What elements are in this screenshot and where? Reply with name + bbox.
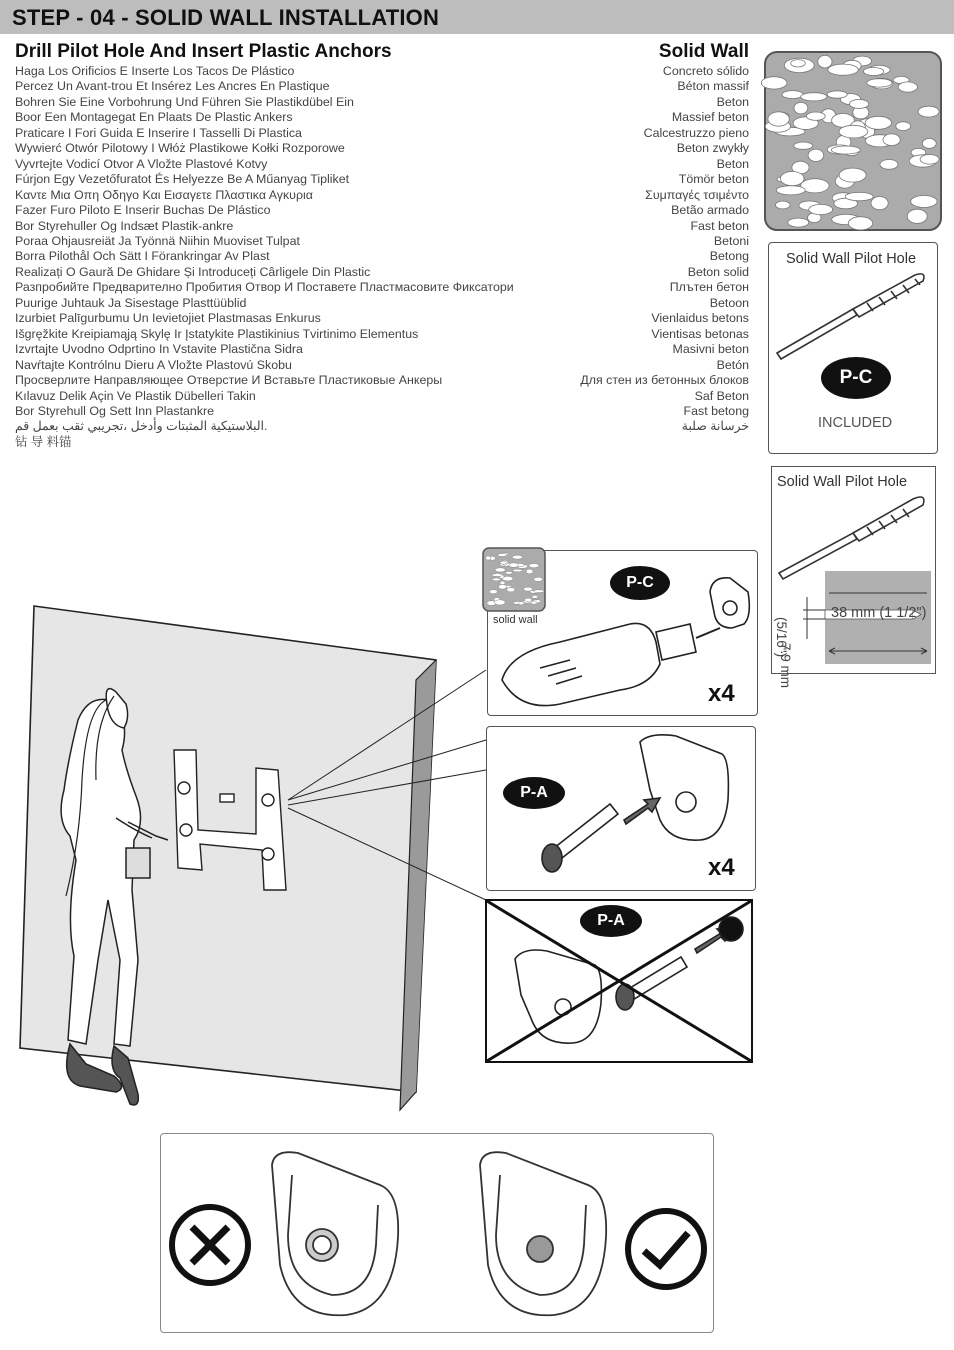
wall-type-line: Betoni [713,233,749,248]
instruction-line: Išgręžkite Kreipiamąją Skylę Ir Įstatykite Plastikinius Tvirtinimo Elementus [15,326,419,341]
correct-icon [624,1207,708,1291]
wall-type-line: Fast beton [690,218,749,233]
wall-type-line: Fast betong [683,403,749,418]
wall-type-line: Συμπαγές τσιμέντο [645,187,749,202]
wall-type-line: خرسانة صلبة [681,419,749,434]
instruction-line: Izurbiet Palīgurbumu Un Ievietojiet Plastmasas Enkurus [15,311,321,326]
instruction-line: البلاستيكية المثبتات وأدخل ،تجريبي ثقب بعمل قم. [15,419,268,434]
wall-type-line: Vientisas betonas [651,326,749,341]
instruction-line: Wywierć Otwór Pilotowy I Włóż Plastikowe Kołki Rozporowe [15,141,345,156]
instruction-line: Vyvrtejte Vodicí Otvor A Vložte Plastové Kotvy [15,156,268,171]
drill-step-count: x4 [708,680,735,707]
instruction-line: Bor Styrehuller Og Indsæt Plastik-ankre [15,218,234,233]
depth-label: 38 mm (1 1/2") [831,605,927,621]
instruction-line: Bohren Sie Eine Vorbohrung Und Führen Sie Plastikdübel Ein [15,94,354,109]
instruction-line: Praticare I Fori Guida E Inserire I Tasselli Di Plastica [15,125,302,140]
wall-type-line: Saf Beton [694,388,749,403]
wall-type-line: Calcestruzzo pieno [643,125,749,140]
wall-type-line: Vienlaidus betons [651,311,749,326]
instructions-heading: Drill Pilot Hole And Insert Plastic Anchors [15,41,392,62]
wall-type-line: Massief beton [671,110,749,125]
solid-wall-swatch-icon [764,51,942,231]
instruction-line: Просверлите Направляющее Отверстие И Вставьте Пластиковые Анкеры [15,373,443,388]
included-label: INCLUDED [818,415,893,431]
anchor-not-flush-icon [262,1145,407,1325]
pilot-hole-title: Solid Wall Pilot Hole [786,251,917,267]
wall-type-line: Beton [716,94,749,109]
wall-type-line: Beton zwykły [676,141,749,156]
drill-bit-icon [775,271,933,361]
instruction-line: Realizați O Gaură De Ghidare Și Introduceți Cârligele Din Plastic [15,264,371,279]
instruction-line: Kılavuz Delik Açin Ve Plastik Dübelleri Takin [15,388,256,403]
instruction-line: Fazer Furo Piloto E Inserir Buchas De Plástico [15,203,271,218]
instruction-line: Poraa Ohjausreiät Ja Työnnä Niihin Muoviset Tulpat [15,233,300,248]
instruction-line: Bor Styrehull Og Sett Inn Plastankre [15,403,215,418]
pilot-hole-dims-panel [771,466,936,689]
instruction-line: Разпробийте Предварително Пробития Отвор И Поставете Пластмасовите Фиксатори [15,280,514,295]
wrong-step-pa-badge: P-A [580,905,642,937]
wall-type-line: Masivni beton [672,342,749,357]
wall-type-line: Betão armado [671,203,749,218]
wall-type-line: Плътен бетон [669,280,749,295]
wall-type-line: Betoon [709,295,749,310]
instruction-line: Fúrjon Egy Vezetőfuratot És Helyezze Be A Műanyag Tipliket [15,172,350,187]
instruction-line: Navŕtajte Kontrólnu Dieru A Vložte Plastovú Skobu [15,357,292,372]
diameter-in-label: (5/16") [774,617,789,658]
wall-type-line: Concreto sólido [662,64,749,78]
wall-type-line: Beton solid [687,264,749,279]
instruction-line: Boor Een Montagegat En Plaats De Plastic Ankers [15,110,293,125]
wall-type-line: Betón [716,357,749,372]
instruction-line: Izvrtajte Uvodno Odprtino In Vstavite Plastična Sidra [15,342,303,357]
solid-wall-label: solid wall [493,614,538,626]
instruction-line: Borra Pilothål Och Sätt I Förankringar Av Plast [15,249,270,264]
anchor-flush-icon [470,1145,615,1325]
step-title: STEP - 04 - SOLID WALL INSTALLATION [12,5,440,30]
installation-scene-illustration [16,600,486,1120]
incorrect-icon [168,1203,252,1287]
pilot-hole-panel [768,242,938,454]
anchor-step-count: x4 [708,854,735,881]
diameter-mm-label: 7.9 mm [778,643,793,689]
pc-badge: P-C [821,357,891,399]
drill-bit-dims-icon [777,493,932,673]
pilot-hole-dims-title: Solid Wall Pilot Hole [777,474,908,490]
step-banner [0,0,954,34]
instructions-list [15,64,575,450]
wall-type-line: Tömör beton [678,172,749,187]
instruction-line: Καντε Μια Οπη Οδηγο Και Εισαγετε Πλαστικα Αγκυρια [15,187,313,202]
wall-type-line: Для стен из бетонных блоков [580,373,749,388]
instruction-line: Percez Un Avant-trou Et Insérez Les Ancres En Plastique [15,79,330,94]
instruction-line: Puurige Juhtauk Ja Sisestage Plasttüüblid [15,295,247,310]
instruction-line: Haga Los Orificios E Inserte Los Tacos De Plástico [15,64,295,78]
wall-type-line: Beton [716,156,749,171]
wall-type-line: Béton massif [677,79,749,94]
wall-type-heading: Solid Wall [658,41,749,62]
drill-step-pc-badge: P-C [610,566,670,600]
instruction-line: 钻 导 料锚 [15,434,72,449]
wall-type-list [560,64,749,435]
wall-type-line: Betong [709,249,749,264]
anchor-step-pa-badge: P-A [503,777,565,809]
